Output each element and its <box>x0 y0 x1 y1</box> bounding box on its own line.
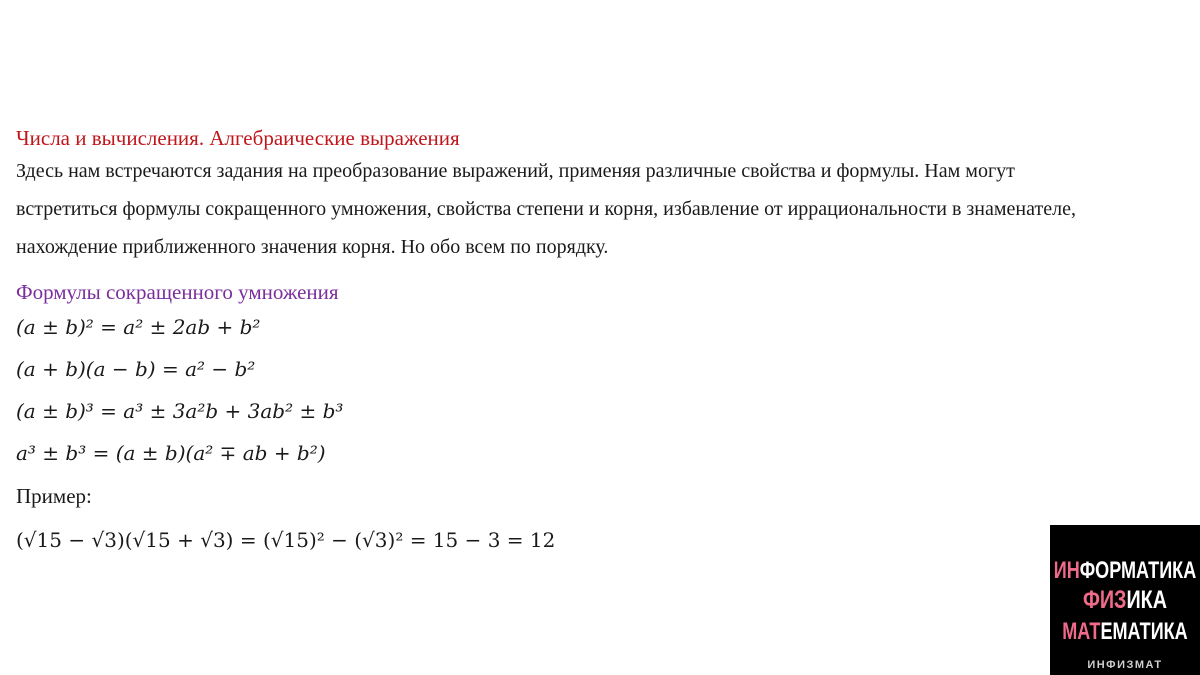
document-body <box>16 124 1196 564</box>
formula-difference-of-squares: (a + b)(a − b) = a² − b² <box>16 357 256 381</box>
example-label: Пример: <box>16 484 92 508</box>
logo-footer: ИНФИЗМАТ <box>1087 659 1163 671</box>
formula-sum-of-cubes: a³ ± b³ = (a ± b)(a² ∓ ab + b²) <box>16 441 326 465</box>
intro-line-1: Здесь нам встречаются задания на преобразование выражений, применяя различные свойства и формулы. Нам могут <box>16 160 1015 182</box>
logo-line-matematika <box>1062 618 1187 645</box>
intro-line-2: встретиться формулы сокращенного умножения, свойства степени и корня, избавление от иррациональности в знаменателе, <box>16 198 1076 220</box>
intro-line-3: нахождение приближенного значения корня. Но обо всем по порядку. <box>16 236 609 258</box>
logo-rest-ematika: ЕМАТИКА <box>1100 617 1188 645</box>
logo-line-fizika <box>1083 585 1167 614</box>
logo-accent-fiz: ФИЗ <box>1082 584 1127 614</box>
formula-cube: (a ± b)³ = a³ ± 3a²b + 3ab² ± b³ <box>16 399 344 423</box>
example-formula: (√15 − √3)(√15 + √3) = (√15)² − (√3)² = 15 − 3 = 12 <box>16 528 556 552</box>
logo-accent-in: ИН <box>1053 556 1080 584</box>
section-title-numbers: Числа и вычисления. Алгебраические выражения <box>16 126 460 150</box>
infizmat-logo <box>1050 525 1200 675</box>
section-title-formulas: Формулы сокращенного умножения <box>16 280 339 304</box>
logo-rest-formatika: ФОРМАТИКА <box>1079 556 1197 584</box>
logo-rest-ika: ИКА <box>1126 584 1168 614</box>
logo-accent-mat: МАТ <box>1062 617 1101 645</box>
logo-graphic <box>1050 525 1200 675</box>
logo-line-informatika <box>1054 557 1196 584</box>
formula-square: (a ± b)² = a² ± 2ab + b² <box>16 315 261 339</box>
